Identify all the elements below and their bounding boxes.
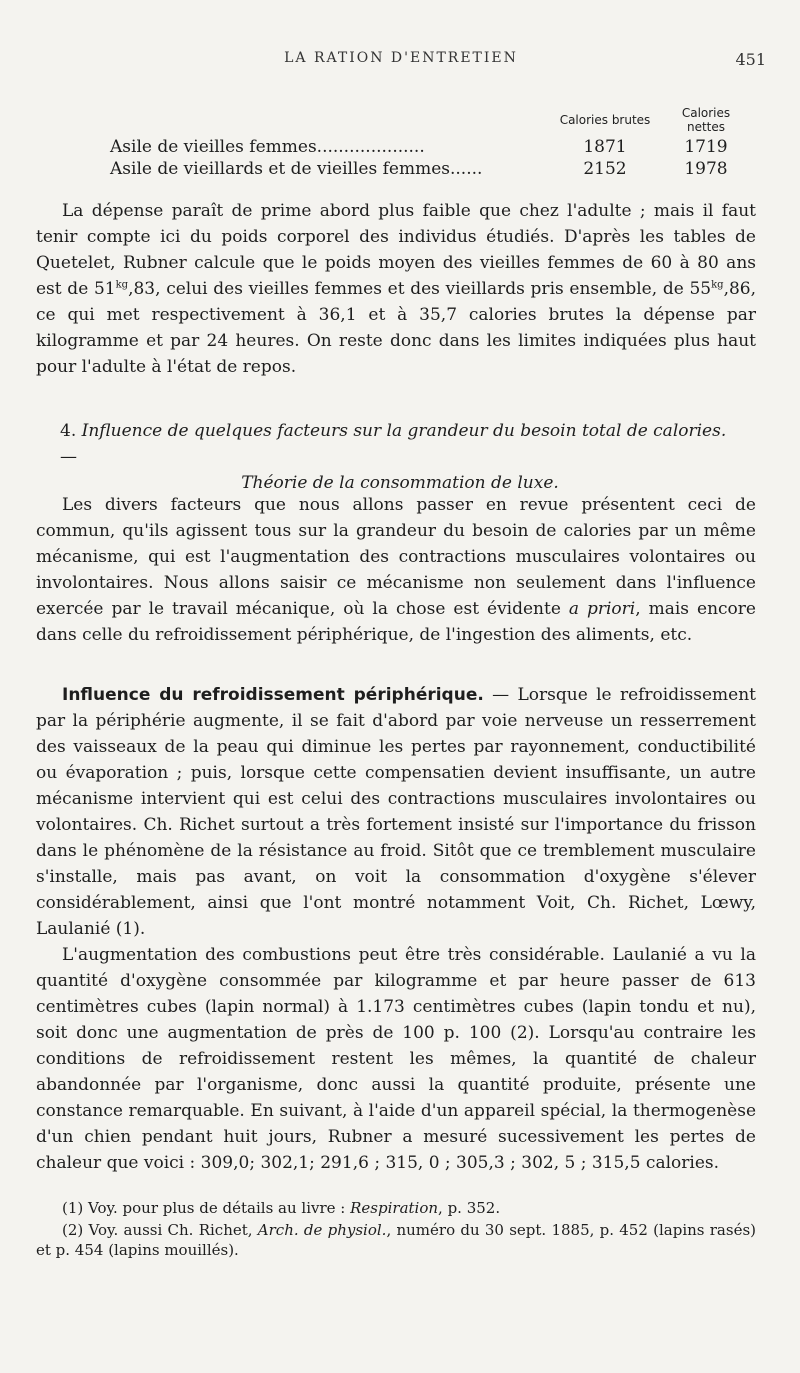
table-header-brutes: Calories brutes bbox=[559, 113, 651, 127]
row-brutes: 1871 bbox=[583, 137, 627, 157]
unit-kg: kg bbox=[711, 279, 724, 291]
row-label: Asile de vieillards et de vieilles femmes...... bbox=[110, 159, 483, 179]
table-header-nettes: Calories nettes bbox=[681, 106, 731, 134]
calories-table bbox=[110, 106, 750, 180]
section-title-line1: Influence de quelques facteurs sur la grandeur du besoin total de calories. — bbox=[60, 421, 727, 467]
section-heading bbox=[60, 418, 740, 496]
footnote-1: (1) Voy. pour plus de détails au livre : Respiration, p. 352. bbox=[62, 1199, 501, 1217]
italic-term: a priori bbox=[568, 599, 636, 619]
footnote-2: (2) Voy. aussi Ch. Richet, Arch. de physiol., numéro du 30 sept. 1885, p. 452 (lapins rasés) et p. 454 (lapins mouillés). bbox=[36, 1221, 756, 1259]
table-row bbox=[110, 136, 750, 158]
running-title: LA RATION D'ENTRETIEN bbox=[284, 50, 518, 66]
paragraph-peripheral-cooling: Influence du refroidissement périphérique. — Lorsque le refroidissement par la périphérie augmente, il se fait d'abord par voie nerveuse un resserrement des vaisseaux de la peau qui diminue les pertes par rayonnement, conductibilité ou évaporation ; puis, lorsque cette compensatien devient insuffisante, un autre mécanisme intervient qui est celui des contractions musculaires involontaires ou volontaires. Ch. Richet surtout a très fortement insisté sur l'importance du frisson dans le phénomène de la résistance au froid. Sitôt que ce tremblement musculaire s'installe, mais pas avant, on voit la consommation d'oxygène s'élever considérablement, ainsi que l'ont montré notamment Voit, Ch. Richet, Lœwy, Laulanié (1). L'augmentation des combustions peut être très considérable. Laulanié a vu la quantité d'oxygène consommée par kilogramme et par heure passer de 613 centimètres cubes (lapin normal) à 1.173 centimètres cubes (lapin tondu et nu), soit donc une augmentation de près de 100 p. 100 (2). Lorsqu'au contraire les conditions de refroidissement restent les mêmes, la quantité de chaleur abandonnée par l'organisme, donc aussi la quantité produite, présente une constance remarquable. En suivant, à l'aide d'un appareil spécial, la thermogenèse d'un chien pendant huit jours, Rubner a mesuré sucessivement les pertes de chaleur que voici : 309,0; 302,1; 291,6 ; 315, 0 ; 305,3 ; 302, 5 ; 315,5 calories. bbox=[36, 682, 756, 1176]
footnotes bbox=[36, 1198, 756, 1260]
runin-heading: Influence du refroidissement périphérique. bbox=[62, 685, 484, 705]
unit-kg: kg bbox=[115, 279, 129, 291]
paragraph-body-weight: La dépense paraît de prime abord plus faible que chez l'adulte ; mais il faut tenir compte ici du poids corporel des individus étudiés. D'après les tables de Quetelet, Rubner calcule que le poids moyen des vieilles femmes de 60 à 80 ans est de $51^{kg},83$, celui des vieilles femmes et des vieillards pris ensemble, de $55^{kg},86$, ce qui met respectivement à 36,1 et à 35,7 calories brutes la dépense par kilogramme et par 24 heures. On reste donc dans les limites indiquées plus haut pour l'adulte à l'état de repos. bbox=[36, 201, 757, 377]
row-brutes: 2152 bbox=[583, 159, 627, 179]
table-header-row bbox=[110, 106, 750, 136]
page-number: 451 bbox=[735, 50, 766, 69]
table-header-label bbox=[110, 106, 548, 136]
row-label: Asile de vieilles femmes.................... bbox=[110, 137, 425, 157]
row-nettes: 1719 bbox=[684, 137, 728, 157]
section-title-line2: Théorie de la consommation de luxe. bbox=[241, 473, 559, 493]
row-nettes: 1978 bbox=[684, 159, 728, 179]
paragraph-combustions: L'augmentation des combustions peut être très considérable. Laulanié a vu la quantité d'oxygène consommée par kilogramme et par heure passer de 613 centimètres cubes (lapin normal) à 1.173 centimètres cubes (lapin tondu et nu), soit donc une augmentation de près de 100 p. 100 (2). Lorsqu'au contraire les conditions de refroidissement restent les mêmes, la quantité de chaleur abandonnée par l'organisme, donc aussi la quantité produite, présente une constance remarquable. En suivant, à l'aide d'un appareil spécial, la thermogenèse d'un chien pendant huit jours, Rubner a mesuré sucessivement les pertes de chaleur que voici : 309,0; 302,1; 291,6 ; 315, 0 ; 305,3 ; 302, 5 ; 315,5 calories. bbox=[36, 945, 756, 1173]
table-row bbox=[110, 158, 750, 180]
section-number: 4. bbox=[60, 421, 77, 441]
page-header bbox=[36, 50, 766, 74]
paragraph-factors: Les divers facteurs que nous allons passer en revue présentent ceci de commun, qu'ils agissent tous sur la grandeur du besoin de calories par un même mécanisme, qui est l'augmentation des contractions musculaires volontaires ou involontaires. Nous allons saisir ce mécanisme non seulement dans l'influence exercée par le travail mécanique, où la chose est évidente a priori, mais encore dans celle du refroidissement périphérique, de l'ingestion des aliments, etc. bbox=[36, 495, 756, 645]
